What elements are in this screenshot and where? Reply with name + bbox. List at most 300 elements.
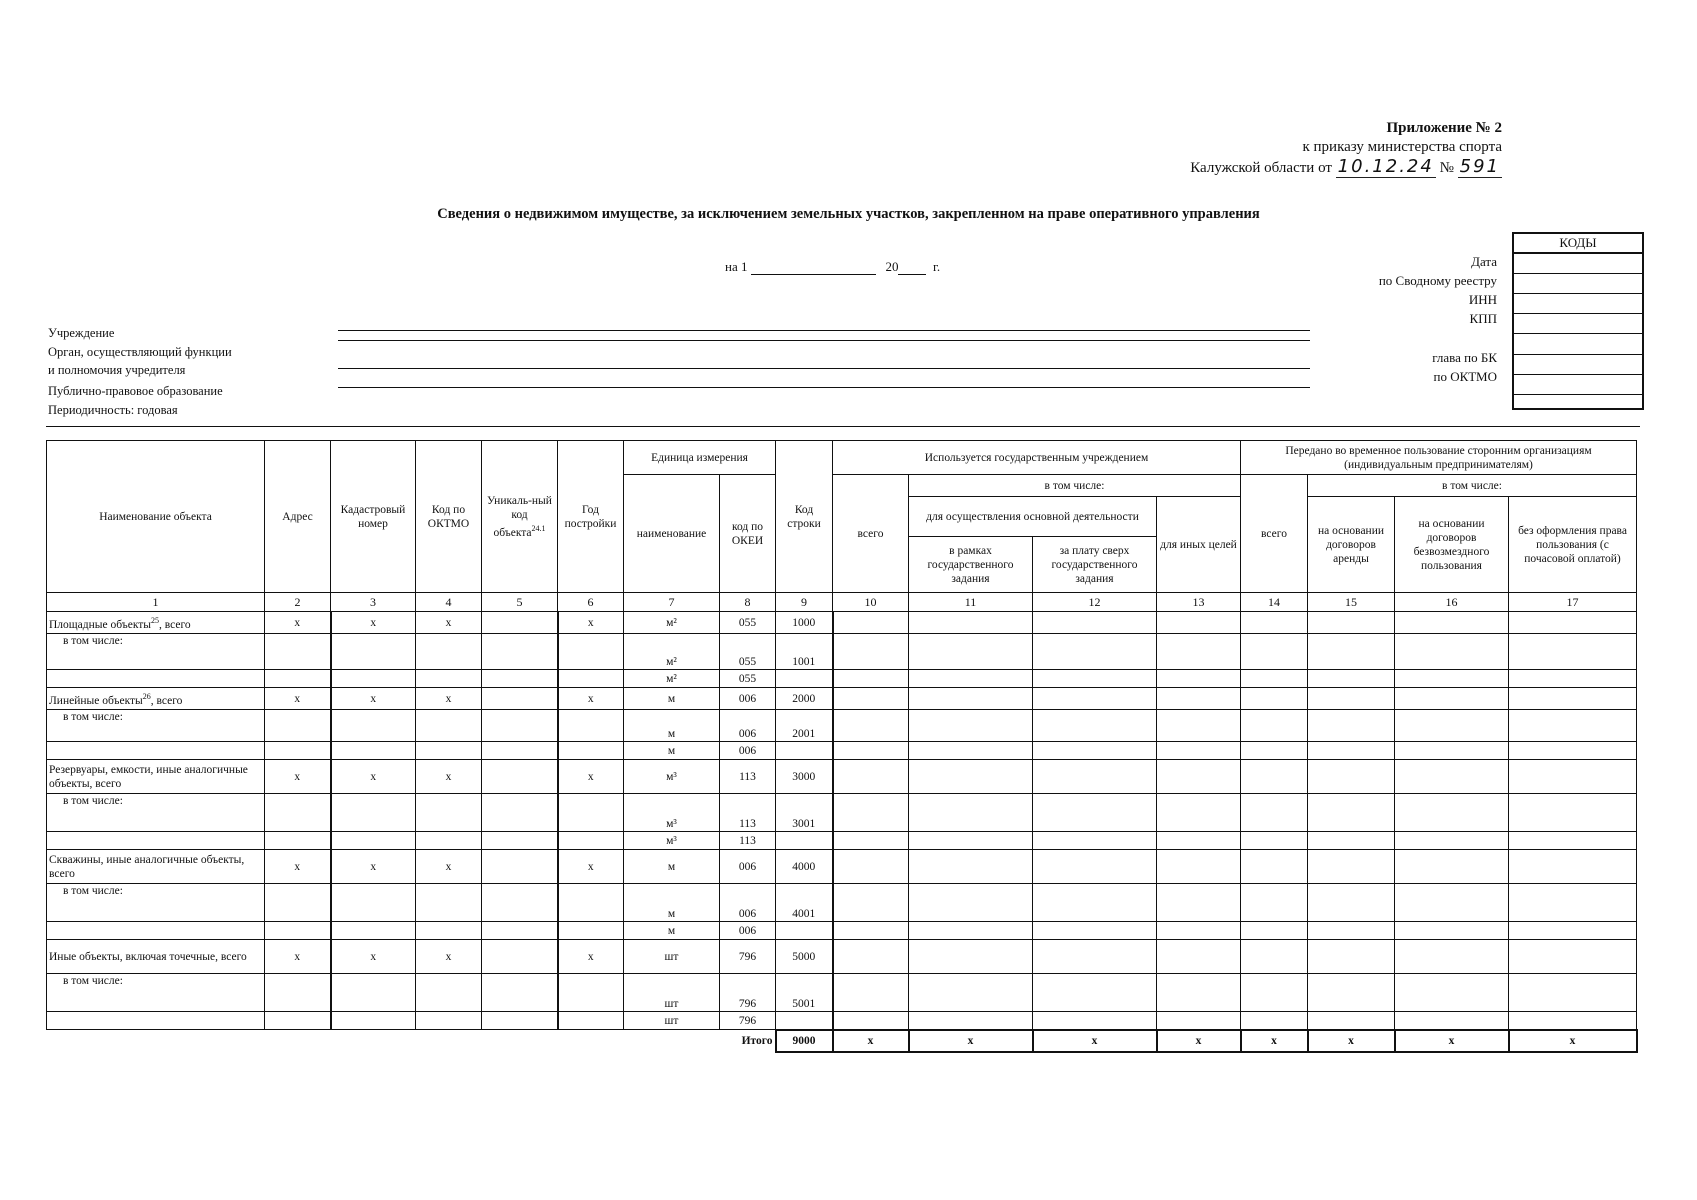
year-suffix: г.: [932, 259, 941, 274]
cell-value[interactable]: [1308, 688, 1395, 710]
cell-empty[interactable]: [331, 1012, 416, 1030]
cell-value[interactable]: [1509, 974, 1637, 1012]
cell-value[interactable]: [833, 974, 909, 1012]
header-no-right: без оформления права пользования (с почасовой оплатой): [1509, 497, 1637, 593]
cell-value[interactable]: [909, 832, 1033, 850]
cell-value[interactable]: [1509, 670, 1637, 688]
cell-value[interactable]: [909, 850, 1033, 884]
cell-empty[interactable]: [331, 710, 416, 742]
cell-empty[interactable]: [416, 974, 482, 1012]
cell-code: 2001: [776, 710, 833, 742]
cell-code: 4001: [776, 884, 833, 922]
cell-value[interactable]: [1033, 850, 1157, 884]
cell-value[interactable]: [1157, 742, 1241, 760]
cell-value[interactable]: [1395, 612, 1509, 634]
cell-okei: 113: [720, 794, 776, 832]
cell-unique[interactable]: [482, 940, 558, 974]
cell-code[interactable]: [776, 742, 833, 760]
cell-empty[interactable]: [331, 884, 416, 922]
cell-code: 5000: [776, 940, 833, 974]
cell-value[interactable]: [1241, 688, 1308, 710]
cell-value[interactable]: [1241, 794, 1308, 832]
cell-value[interactable]: [1033, 940, 1157, 974]
code-cell-inn[interactable]: [1514, 294, 1642, 314]
cell-empty[interactable]: [482, 794, 558, 832]
cell-value[interactable]: [1241, 884, 1308, 922]
cell-value[interactable]: [909, 884, 1033, 922]
cell-value[interactable]: [909, 760, 1033, 794]
cell-value[interactable]: [1308, 922, 1395, 940]
cell-value[interactable]: [1308, 794, 1395, 832]
cell-empty[interactable]: [265, 742, 331, 760]
cell-value[interactable]: [833, 922, 909, 940]
cell-okei: 796: [720, 940, 776, 974]
cell-empty[interactable]: [265, 710, 331, 742]
footnote-ref: 25: [151, 615, 160, 625]
cell-value[interactable]: [1241, 850, 1308, 884]
cell-empty[interactable]: [558, 974, 624, 1012]
header-address: Адрес: [265, 441, 331, 593]
cell-value[interactable]: [1157, 974, 1241, 1012]
cell-empty[interactable]: [416, 710, 482, 742]
cell-empty[interactable]: [265, 1012, 331, 1030]
handwritten-date: 10.12.24: [1337, 156, 1434, 177]
cell-empty[interactable]: [558, 922, 624, 940]
cell-value[interactable]: [1033, 710, 1157, 742]
cell-x: х: [331, 760, 416, 794]
cell-empty[interactable]: [482, 974, 558, 1012]
cell-empty[interactable]: [331, 922, 416, 940]
cell-value[interactable]: [1033, 922, 1157, 940]
cell-value[interactable]: [833, 760, 909, 794]
cell-value[interactable]: [1395, 922, 1509, 940]
cell-value[interactable]: [909, 612, 1033, 634]
code-cell-date[interactable]: [1514, 254, 1642, 274]
handwritten-number: 591: [1459, 156, 1500, 177]
cell-value[interactable]: [1033, 670, 1157, 688]
year-blank[interactable]: [898, 258, 926, 275]
cell-value[interactable]: [1033, 1012, 1157, 1030]
cell-empty[interactable]: [416, 670, 482, 688]
cell-empty[interactable]: [265, 794, 331, 832]
header-free: на основании договоров безвозмездного пользования: [1395, 497, 1509, 593]
cell-value[interactable]: [1509, 1012, 1637, 1030]
cell-value[interactable]: [909, 940, 1033, 974]
cell-value[interactable]: [1033, 634, 1157, 670]
cell-value[interactable]: [1241, 742, 1308, 760]
cell-value[interactable]: [1033, 884, 1157, 922]
codes-header: КОДЫ: [1514, 234, 1642, 254]
cell-okei: 113: [720, 760, 776, 794]
cell-value[interactable]: [1395, 832, 1509, 850]
cell-empty[interactable]: [482, 742, 558, 760]
cell-empty[interactable]: [558, 634, 624, 670]
cell-okei: 006: [720, 688, 776, 710]
cell-value[interactable]: [833, 688, 909, 710]
cell-okei: 055: [720, 612, 776, 634]
codes-label-date: Дата: [1471, 254, 1497, 269]
cell-empty[interactable]: [416, 742, 482, 760]
cell-empty[interactable]: [331, 974, 416, 1012]
col-num: 9: [776, 593, 833, 612]
cell-empty[interactable]: [416, 1012, 482, 1030]
cell-value[interactable]: [1509, 634, 1637, 670]
cell-value[interactable]: [1308, 1012, 1395, 1030]
cell-x: х: [265, 760, 331, 794]
cell-value[interactable]: [833, 1012, 909, 1030]
cell-code: 3000: [776, 760, 833, 794]
cell-value[interactable]: [1033, 742, 1157, 760]
cell-empty[interactable]: [331, 670, 416, 688]
itogo-x: х: [909, 1030, 1033, 1052]
cell-code[interactable]: [776, 1012, 833, 1030]
cell-value[interactable]: [1033, 688, 1157, 710]
cell-value[interactable]: [1241, 832, 1308, 850]
institution-line[interactable]: [338, 330, 1310, 331]
itogo-x: х: [1308, 1030, 1395, 1052]
cell-value[interactable]: [1157, 760, 1241, 794]
cell-code[interactable]: [776, 670, 833, 688]
cell-empty[interactable]: [558, 794, 624, 832]
cell-value[interactable]: [1033, 760, 1157, 794]
category-total-row: [47, 688, 1637, 710]
itogo-x: х: [833, 1030, 909, 1052]
category-name-text: Площадные объекты: [49, 618, 152, 631]
incl-label: в том числе:: [47, 794, 265, 832]
cell-empty[interactable]: [482, 710, 558, 742]
col-num: 4: [416, 593, 482, 612]
cell-empty[interactable]: [47, 742, 265, 760]
cell-value[interactable]: [1395, 742, 1509, 760]
cell-value[interactable]: [1308, 710, 1395, 742]
cell-empty[interactable]: [47, 1012, 265, 1030]
cell-value[interactable]: [1033, 612, 1157, 634]
cell-empty[interactable]: [47, 832, 265, 850]
cell-unique[interactable]: [482, 850, 558, 884]
cell-value[interactable]: [1308, 760, 1395, 794]
cell-x: х: [416, 850, 482, 884]
cell-value[interactable]: [1241, 710, 1308, 742]
cell-empty[interactable]: [265, 832, 331, 850]
cell-value[interactable]: [1395, 974, 1509, 1012]
cell-empty[interactable]: [558, 670, 624, 688]
cell-empty[interactable]: [558, 884, 624, 922]
cell-empty[interactable]: [416, 922, 482, 940]
col-num: 1: [47, 593, 265, 612]
cell-empty[interactable]: [558, 1012, 624, 1030]
cell-code: 5001: [776, 974, 833, 1012]
cell-unit: м: [624, 850, 720, 884]
cell-x: х: [558, 850, 624, 884]
itogo-row: [47, 1030, 1637, 1052]
cell-empty[interactable]: [482, 922, 558, 940]
header-transferred-group: Передано во временное пользование сторонним организациям (индивидуальным предпринимателям): [1241, 441, 1637, 475]
category-blank-row: [47, 832, 1637, 850]
category-total-row: [47, 940, 1637, 974]
cell-value[interactable]: [1157, 688, 1241, 710]
cell-value[interactable]: [833, 884, 909, 922]
cell-value[interactable]: [833, 794, 909, 832]
cell-value[interactable]: [1395, 688, 1509, 710]
cell-empty[interactable]: [265, 922, 331, 940]
header-unit-group: Единица измерения: [624, 441, 776, 475]
cell-value[interactable]: [1509, 884, 1637, 922]
cell-x: х: [265, 850, 331, 884]
cell-unique[interactable]: [482, 688, 558, 710]
cell-value[interactable]: [1157, 922, 1241, 940]
cell-value[interactable]: [833, 832, 909, 850]
cell-value[interactable]: [1308, 940, 1395, 974]
cell-empty[interactable]: [416, 634, 482, 670]
cell-empty[interactable]: [482, 1012, 558, 1030]
cell-unique[interactable]: [482, 760, 558, 794]
cell-unit: м: [624, 688, 720, 710]
cell-value[interactable]: [1395, 884, 1509, 922]
cell-value[interactable]: [1395, 710, 1509, 742]
category-name-text: Иные объекты, включая точечные, всего: [49, 950, 247, 963]
cell-value[interactable]: [1308, 670, 1395, 688]
cell-value[interactable]: [1157, 634, 1241, 670]
cell-unique[interactable]: [482, 612, 558, 634]
cell-empty[interactable]: [331, 794, 416, 832]
cell-value[interactable]: [833, 670, 909, 688]
incl-label: в том числе:: [47, 974, 265, 1012]
cell-empty[interactable]: [558, 832, 624, 850]
label-organ-1: Орган, осуществляющий функции: [48, 345, 232, 359]
codes-box: [1512, 232, 1644, 410]
cell-value[interactable]: [1157, 710, 1241, 742]
col-num: 17: [1509, 593, 1637, 612]
incl-label: в том числе:: [47, 634, 265, 670]
category-sub-row: [47, 634, 1637, 670]
category-blank-row: [47, 1012, 1637, 1030]
appendix-date-line: [1190, 157, 1502, 178]
cell-value[interactable]: [833, 850, 909, 884]
cell-empty[interactable]: [265, 974, 331, 1012]
cell-value[interactable]: [833, 634, 909, 670]
cell-empty[interactable]: [47, 922, 265, 940]
cell-value[interactable]: [1395, 634, 1509, 670]
cell-empty[interactable]: [47, 670, 265, 688]
date-blank[interactable]: [751, 258, 876, 275]
cell-empty[interactable]: [265, 884, 331, 922]
cell-code: 2000: [776, 688, 833, 710]
cell-x: х: [265, 940, 331, 974]
code-cell-blank[interactable]: [1514, 334, 1642, 355]
cell-value[interactable]: [833, 612, 909, 634]
header-oktmo: Код по ОКТМО: [416, 441, 482, 593]
cell-value[interactable]: [1509, 850, 1637, 884]
cell-value[interactable]: [1395, 1012, 1509, 1030]
cell-value[interactable]: [1157, 832, 1241, 850]
cell-empty[interactable]: [558, 710, 624, 742]
cell-unit: м: [624, 884, 720, 922]
label-institution: Учреждение: [48, 326, 115, 340]
cell-value[interactable]: [1241, 612, 1308, 634]
cell-value[interactable]: [909, 742, 1033, 760]
cell-value[interactable]: [1157, 612, 1241, 634]
cell-value[interactable]: [1157, 794, 1241, 832]
codes-label-kpp: КПП: [1469, 311, 1497, 326]
cell-x: х: [331, 612, 416, 634]
date-prefix: на 1: [725, 259, 748, 274]
cell-value[interactable]: [909, 922, 1033, 940]
cell-x: х: [331, 850, 416, 884]
category-name-tail: , всего: [150, 694, 183, 707]
cell-value[interactable]: [1395, 760, 1509, 794]
cell-empty[interactable]: [482, 670, 558, 688]
cell-value[interactable]: [1308, 742, 1395, 760]
cell-value[interactable]: [1157, 670, 1241, 688]
cell-value[interactable]: [1509, 832, 1637, 850]
cell-value[interactable]: [909, 974, 1033, 1012]
cell-value[interactable]: [1509, 742, 1637, 760]
cell-empty[interactable]: [265, 670, 331, 688]
category-total-row: [47, 850, 1637, 884]
cell-value[interactable]: [1395, 794, 1509, 832]
category-sub-row: [47, 710, 1637, 742]
cell-value[interactable]: [1241, 922, 1308, 940]
appendix-region: Калужской области от: [1190, 160, 1332, 176]
cell-unit: шт: [624, 1012, 720, 1030]
organ-line[interactable]: [338, 368, 1310, 369]
cell-value[interactable]: [1157, 884, 1241, 922]
col-num: 5: [482, 593, 558, 612]
itogo-x: х: [1157, 1030, 1241, 1052]
cell-empty[interactable]: [265, 634, 331, 670]
cell-value[interactable]: [909, 1012, 1033, 1030]
cell-value[interactable]: [833, 742, 909, 760]
header-unit-code: код по ОКЕИ: [720, 475, 776, 593]
category-name: [47, 760, 265, 794]
category-total-row: [47, 612, 1637, 634]
cell-value[interactable]: [1308, 884, 1395, 922]
cell-value[interactable]: [1033, 974, 1157, 1012]
cell-value[interactable]: [1509, 688, 1637, 710]
cell-value[interactable]: [833, 710, 909, 742]
cell-value[interactable]: [1157, 940, 1241, 974]
cell-value[interactable]: [1241, 760, 1308, 794]
cell-value[interactable]: [1308, 612, 1395, 634]
category-name: [47, 850, 265, 884]
cell-okei: 006: [720, 850, 776, 884]
col-num: 3: [331, 593, 416, 612]
cell-value[interactable]: [1241, 1012, 1308, 1030]
appendix-block: [1190, 119, 1502, 178]
col-num: 8: [720, 593, 776, 612]
label-organ-2: и полномочия учредителя: [48, 363, 186, 377]
cell-value[interactable]: [1157, 850, 1241, 884]
cell-x: х: [558, 612, 624, 634]
header-other: для иных целей: [1157, 497, 1241, 593]
cell-value[interactable]: [1509, 922, 1637, 940]
cell-value[interactable]: [1033, 832, 1157, 850]
cell-value[interactable]: [1157, 1012, 1241, 1030]
col-num: 16: [1395, 593, 1509, 612]
cell-empty[interactable]: [416, 884, 482, 922]
code-cell-kpp[interactable]: [1514, 314, 1642, 334]
cell-value[interactable]: [1308, 974, 1395, 1012]
cell-value[interactable]: [1509, 612, 1637, 634]
cell-value[interactable]: [1241, 974, 1308, 1012]
cell-value[interactable]: [1241, 940, 1308, 974]
cell-value[interactable]: [1241, 634, 1308, 670]
header-unit-name: наименование: [624, 475, 720, 593]
code-cell-bk[interactable]: [1514, 355, 1642, 375]
header-year: Год постройки: [558, 441, 624, 593]
cell-unit: м³: [624, 794, 720, 832]
cell-empty[interactable]: [482, 634, 558, 670]
cell-value[interactable]: [1509, 710, 1637, 742]
cell-empty[interactable]: [416, 832, 482, 850]
cell-code[interactable]: [776, 832, 833, 850]
category-name-text: Резервуары, емкости, иные аналогичные объекты, всего: [49, 763, 248, 790]
col-num: 10: [833, 593, 909, 612]
cell-value[interactable]: [909, 670, 1033, 688]
cell-value[interactable]: [909, 794, 1033, 832]
cell-value[interactable]: [1033, 794, 1157, 832]
code-cell-empty[interactable]: [1514, 395, 1642, 411]
cell-value[interactable]: [1308, 832, 1395, 850]
code-cell-registry[interactable]: [1514, 274, 1642, 294]
cell-value[interactable]: [909, 634, 1033, 670]
cell-empty[interactable]: [331, 634, 416, 670]
cell-value[interactable]: [1308, 850, 1395, 884]
category-blank-row: [47, 742, 1637, 760]
appendix-order: к приказу министерства спорта: [1302, 139, 1502, 155]
cell-value[interactable]: [833, 940, 909, 974]
ppo-line[interactable]: [338, 387, 1310, 388]
cell-empty[interactable]: [482, 832, 558, 850]
cell-value[interactable]: [909, 688, 1033, 710]
itogo-x: х: [1395, 1030, 1509, 1052]
cell-empty[interactable]: [558, 742, 624, 760]
cell-value[interactable]: [1509, 940, 1637, 974]
header-transferred-total: всего: [1241, 475, 1308, 593]
codes-label-bk: глава по БК: [1432, 350, 1497, 365]
cell-unit: м: [624, 742, 720, 760]
cell-code: 4000: [776, 850, 833, 884]
cell-x: х: [331, 940, 416, 974]
institution-line-2[interactable]: [338, 340, 1310, 341]
header-used-incl: в том числе:: [909, 475, 1241, 497]
cell-empty[interactable]: [416, 794, 482, 832]
cell-value[interactable]: [1395, 850, 1509, 884]
cell-value[interactable]: [1509, 760, 1637, 794]
category-blank-row: [47, 670, 1637, 688]
cell-empty[interactable]: [331, 742, 416, 760]
cell-value[interactable]: [1395, 940, 1509, 974]
cell-value[interactable]: [1308, 634, 1395, 670]
cell-unit: м²: [624, 612, 720, 634]
cell-empty[interactable]: [331, 832, 416, 850]
category-name-text: Линейные объекты: [49, 694, 143, 707]
cell-value[interactable]: [1509, 794, 1637, 832]
cell-unit: м²: [624, 634, 720, 670]
cell-x: х: [331, 688, 416, 710]
table-top-rule: [46, 426, 1640, 427]
header-unique-sup: 24.1: [531, 523, 546, 533]
category-total-row: [47, 760, 1637, 794]
cell-value[interactable]: [1241, 670, 1308, 688]
cell-empty[interactable]: [482, 884, 558, 922]
cell-value[interactable]: [909, 710, 1033, 742]
code-cell-oktmo[interactable]: [1514, 375, 1642, 395]
cell-unit: м³: [624, 832, 720, 850]
category-blank-row: [47, 922, 1637, 940]
cell-code[interactable]: [776, 922, 833, 940]
cell-value[interactable]: [1395, 670, 1509, 688]
